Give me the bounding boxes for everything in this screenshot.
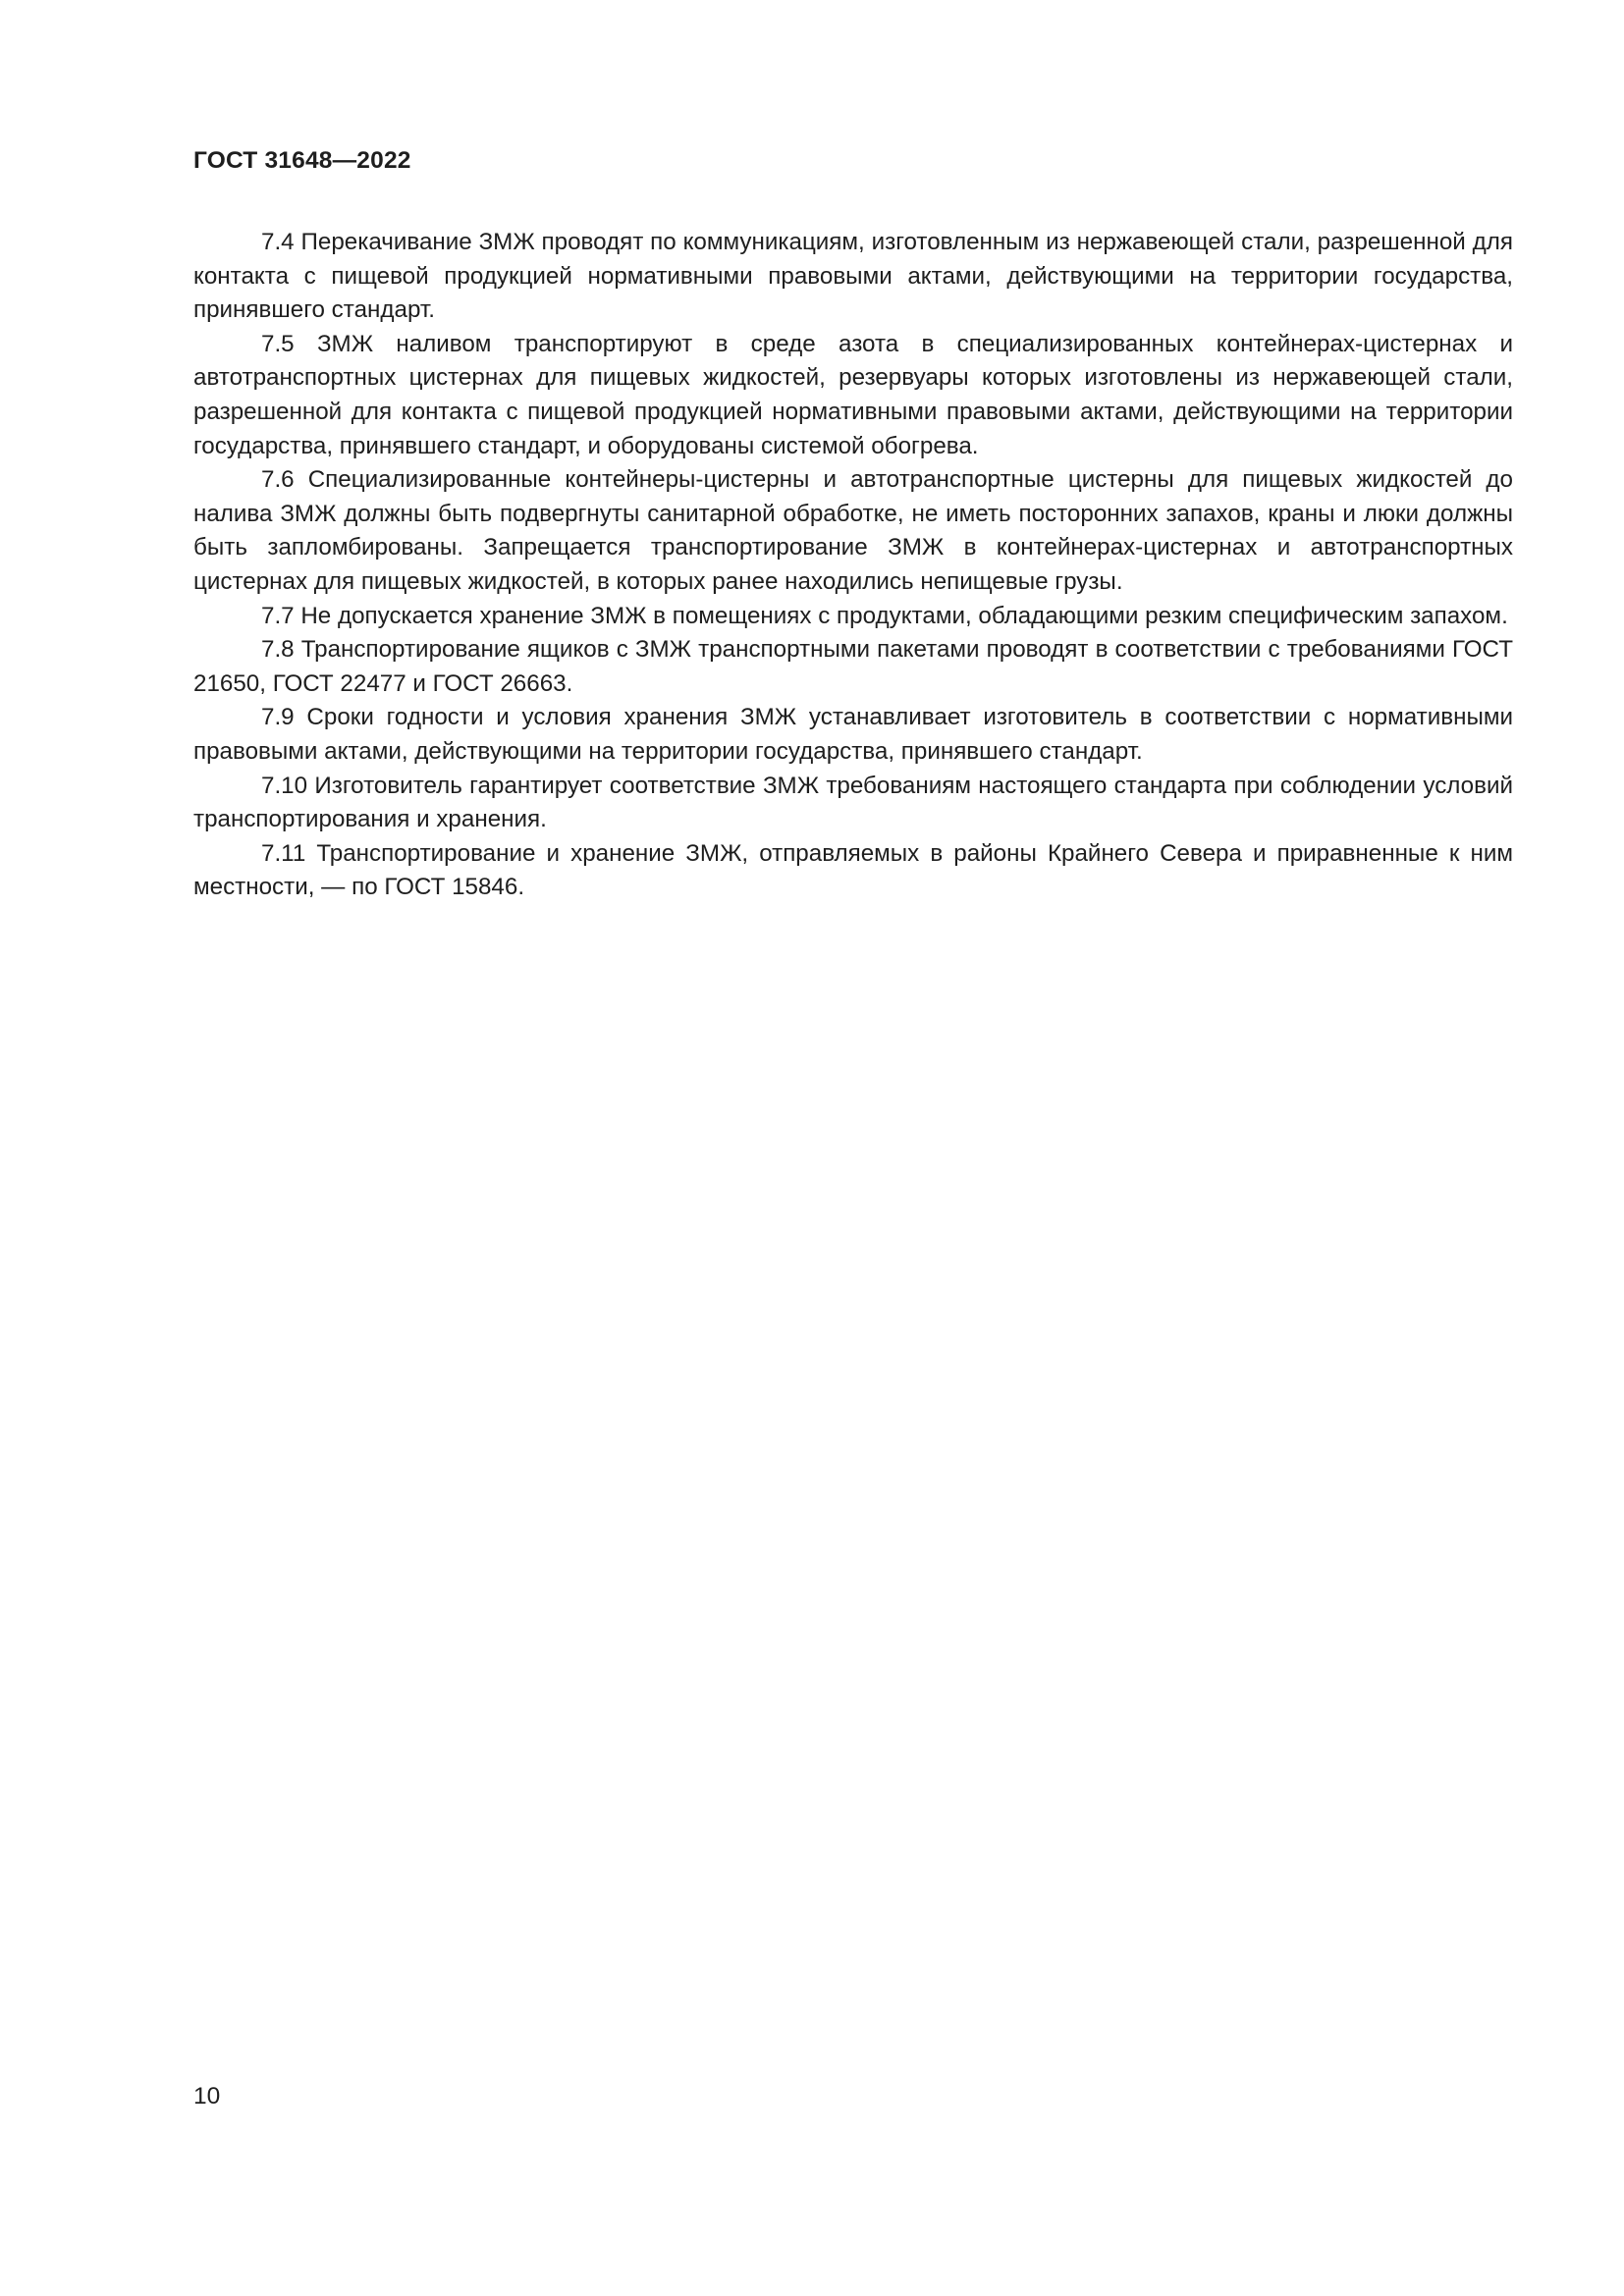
page-number: 10: [193, 2083, 221, 2109]
document-body: [193, 226, 1513, 905]
paragraph-7-7: 7.7 Не допускается хранение ЗМЖ в помещениях с продуктами, обладающими резким специфическим запахом.: [261, 602, 1508, 629]
paragraph-7-4: 7.4 Перекачивание ЗМЖ проводят по коммуникациям, изготовленным из нержавеющей стали, разрешенной для контакта с пищевой продукцией нормативными правовыми актами, действующими на территории государства, принявшего стандарт.: [193, 229, 1513, 324]
paragraph-7-5: 7.5 ЗМЖ наливом транспортируют в среде азота в специализированных контейнерах-цистернах и автотранспортных цистернах для пищевых жидкостей, резервуары которых изготовлены из нержавеющей стали, разрешенной для контакта с пищевой продукцией нормативными правовыми актами, действующими на территории государства, принявшего стандарт, и оборудованы системой обогрева.: [193, 330, 1513, 459]
paragraph-7-9: 7.9 Сроки годности и условия хранения ЗМЖ устанавливает изготовитель в соответствии с нормативными правовыми актами, действующими на территории государства, принявшего стандарт.: [193, 704, 1513, 765]
paragraph-7-10: 7.10 Изготовитель гарантирует соответствие ЗМЖ требованиям настоящего стандарта при соблюдении условий транспортирования и хранения.: [193, 772, 1513, 833]
paragraph-7-8: 7.8 Транспортирование ящиков с ЗМЖ транспортными пакетами проводят в соответствии с требованиями ГОСТ 21650, ГОСТ 22477 и ГОСТ 26663.: [193, 636, 1513, 697]
page-header-standard-id: ГОСТ 31648—2022: [193, 147, 411, 174]
paragraph-7-11: 7.11 Транспортирование и хранение ЗМЖ, отправляемых в районы Крайнего Севера и приравненные к ним местности, — по ГОСТ 15846.: [193, 839, 1513, 901]
paragraph-7-6: 7.6 Специализированные контейнеры-цистерны и автотранспортные цистерны для пищевых жидкостей до налива ЗМЖ должны быть подвергнуты санитарной обработке, не иметь посторонних запахов, краны и люки должны быть запломбированы. Запрещается транспортирование ЗМЖ в контейнерах-цистернах и автотранспортных цистернах для пищевых жидкостей, в которых ранее находились непищевые грузы.: [193, 466, 1513, 595]
